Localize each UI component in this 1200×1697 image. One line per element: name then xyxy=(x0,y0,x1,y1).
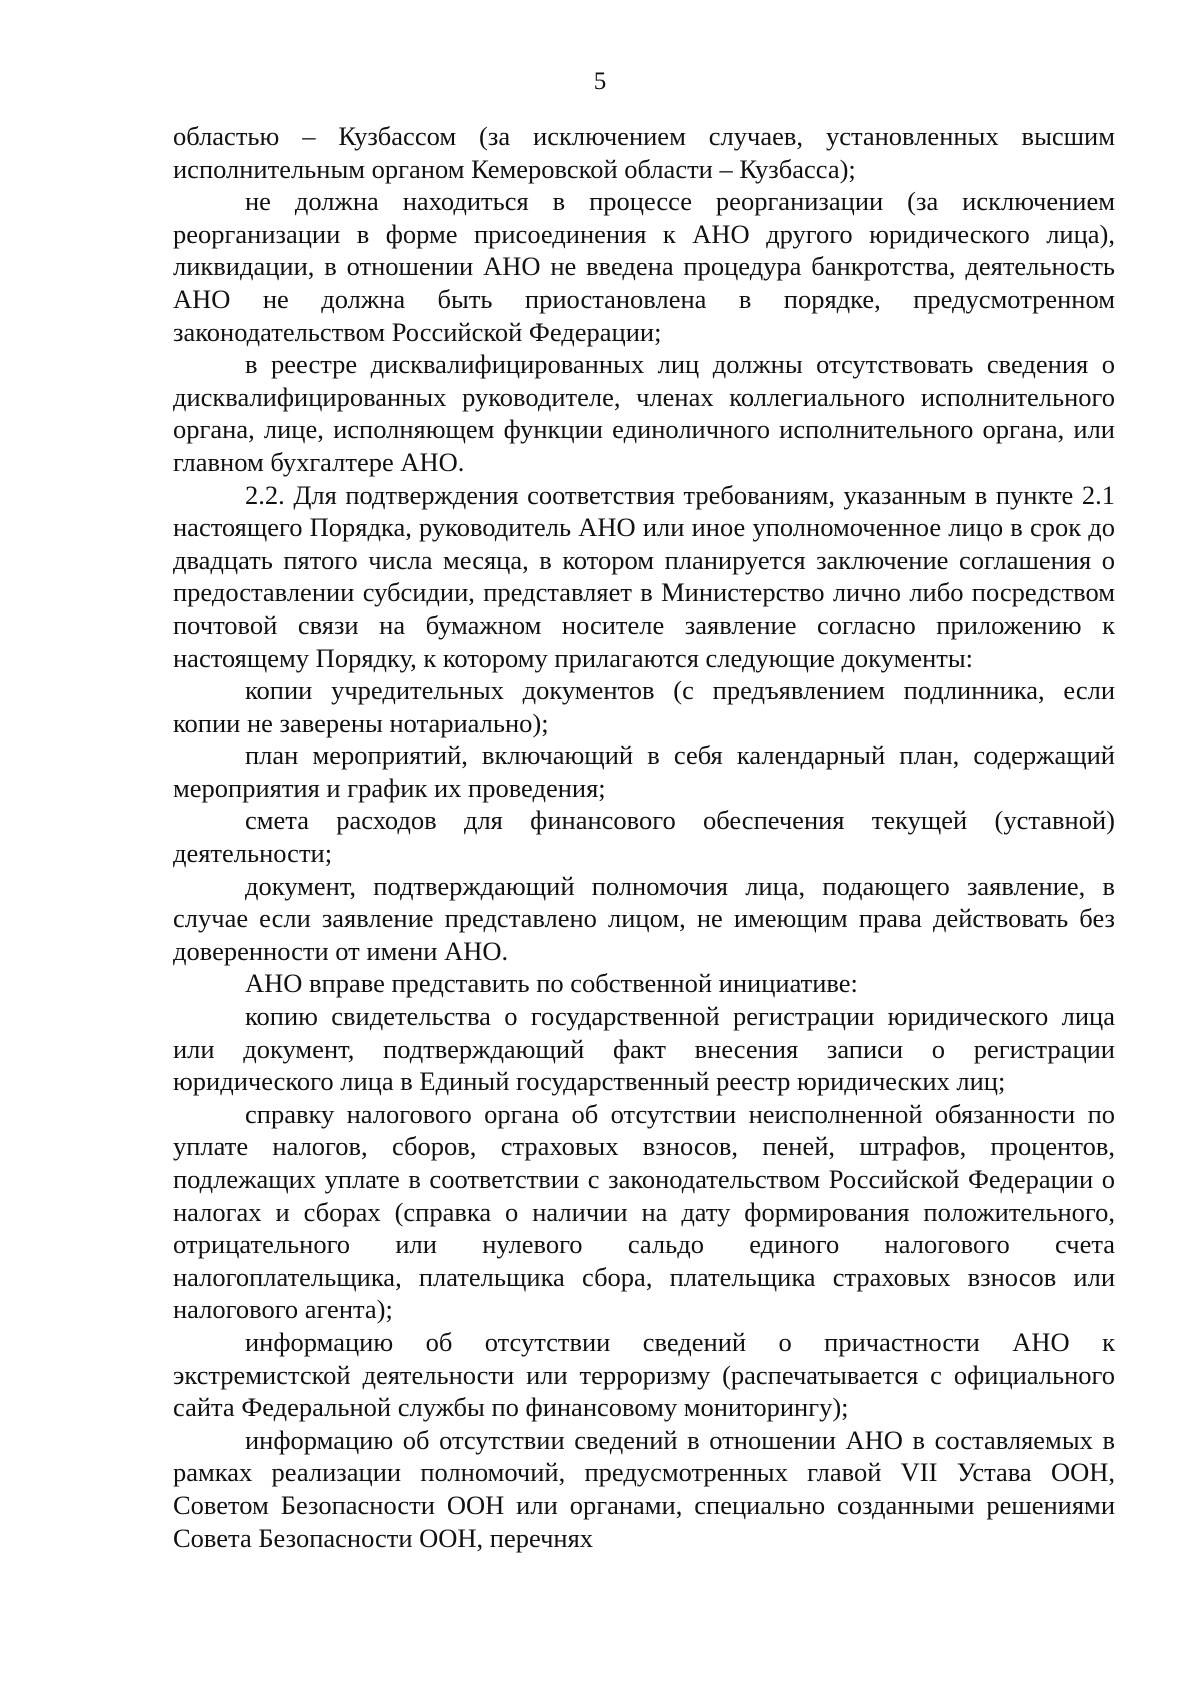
paragraph: справку налогового органа об отсутствии неисполненной обязанности по уплате налогов, сборов, страховых взносов, пеней, штрафов, процентов, подлежащих уплате в соответствии с законодательством Российской Федерации о налогах и сборах (справка о наличии на дату формирования положительного, отрицательного или нулевого сальдо единого налогового счета налогоплательщика, плательщика сбора, плательщика страховых взносов или налогового агента); xyxy=(173,1098,1115,1325)
page-number: 5 xyxy=(593,68,607,95)
paragraph: областью – Кузбассом (за исключением случаев, установленных высшим исполнительным органом Кемеровской области – Кузбасса); xyxy=(173,121,1115,184)
paragraph: в реестре дисквалифицированных лиц должны отсутствовать сведения о дисквалифицированных руководителе, членах коллегиального исполнительного органа, лице, исполняющем функции единоличного исполнительного органа, или главном бухгалтере АНО. xyxy=(173,349,1115,477)
document-body xyxy=(173,120,1115,1554)
paragraph: копию свидетельства о государственной регистрации юридического лица или документ, подтверждающий факт внесения записи о регистрации юридического лица в Единый государственный реестр юридических лиц; xyxy=(173,1001,1115,1097)
paragraph: план мероприятий, включающий в себя календарный план, содержащий мероприятия и график их проведения; xyxy=(173,740,1115,803)
paragraph: не должна находиться в процессе реорганизации (за исключением реорганизации в форме присоединения к АНО другого юридического лица), ликвидации, в отношении АНО не введена процедура банкротства, деятельность АНО не должна быть приостановлена в порядке, предусмотренном законодательством Российской Федерации; xyxy=(173,186,1115,347)
paragraph: информацию об отсутствии сведений о причастности АНО к экстремистской деятельности или терроризму (распечатывается с официального сайта Федеральной службы по финансовому мониторингу); xyxy=(173,1326,1115,1423)
paragraph: 2.2. Для подтверждения соответствия требованиям, указанным в пункте 2.1 настоящего Порядка, руководитель АНО или иное уполномоченное лицо в срок до двадцать пятого числа месяца, в котором планируется заключение соглашения о предоставлении субсидии, представляет в Министерство лично либо посредством почтовой связи на бумажном носителе заявление согласно приложению к настоящему Порядку, к которому прилагаются следующие документы: xyxy=(173,479,1115,673)
paragraph: документ, подтверждающий полномочия лица, подающего заявление, в случае если заявление представлено лицом, не имеющим права действовать без доверенности от имени АНО. xyxy=(173,870,1115,966)
paragraph: смета расходов для финансового обеспечения текущей (уставной) деятельности; xyxy=(173,805,1115,869)
paragraph: информацию об отсутствии сведений в отношении АНО в составляемых в рамках реализации полномочий, предусмотренных главой VII Устава ООН, Советом Безопасности ООН или органами, специально созданными решениями Совета Безопасности ООН, перечнях xyxy=(173,1424,1115,1553)
paragraph: копии учредительных документов (с предъявлением подлинника, если копии не заверены нотариально); xyxy=(173,675,1115,738)
paragraph: АНО вправе представить по собственной инициативе: xyxy=(245,968,858,999)
